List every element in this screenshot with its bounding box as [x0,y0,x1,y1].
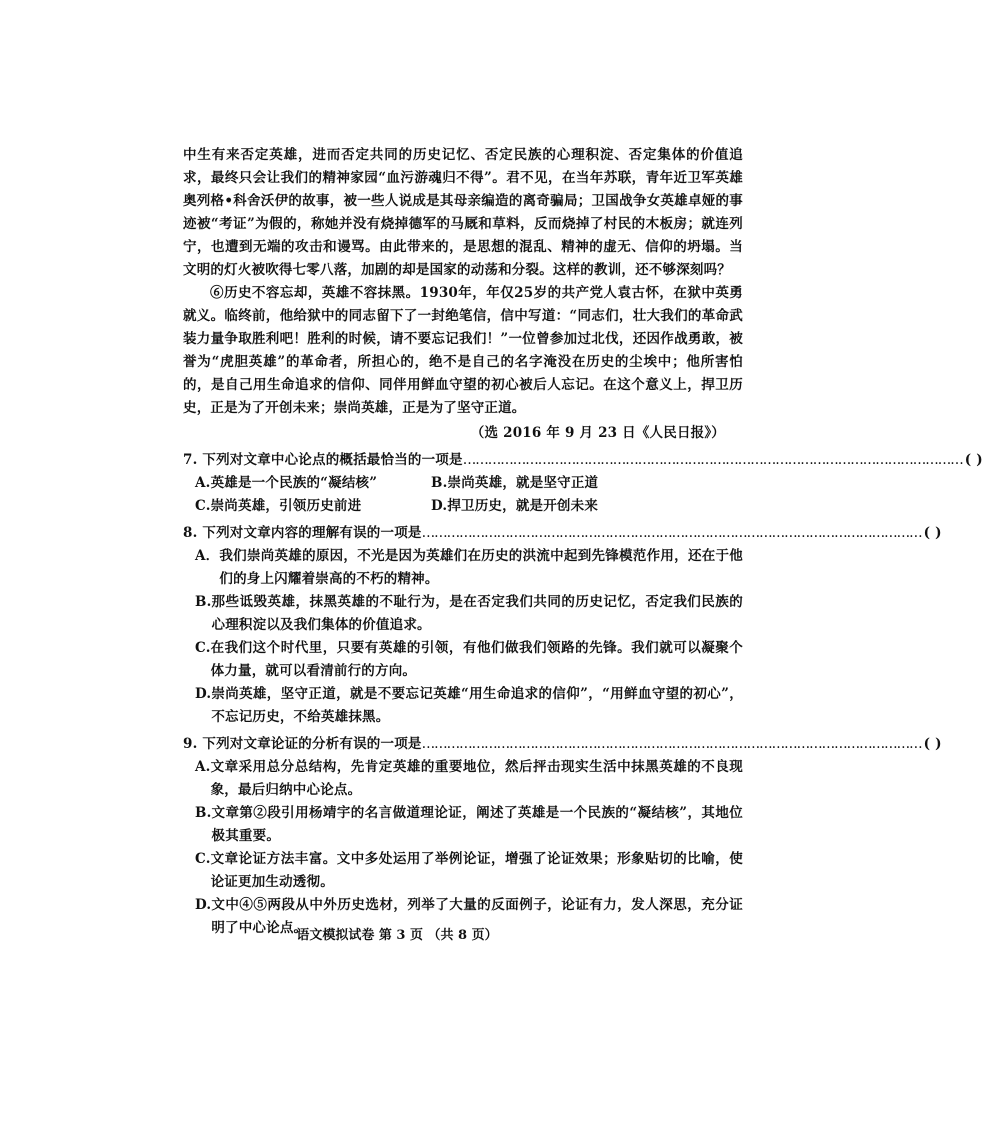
leader-dots: ………………………………………………………………………………………………………… [462,452,963,468]
page-footer: 语文模拟试卷 第 3 页 （共 8 页） [296,928,498,943]
question-8 [183,522,942,729]
option-c: C. 文章论证方法丰富。文中多处运用了举例论证，增强了论证效果；形象贴切的比喻，使论证更加生动透彻。 [195,851,743,890]
question-7-options [195,472,743,518]
option-b: B. 那些诋毁英雄，抹黑英雄的不耻行为，是在否定我们共同的历史记忆，否定我们民族的心理积淀以及我们集体的价值追求。 [195,594,743,633]
answer-blank: ( ) [923,736,942,752]
question-9-text: 9. 下列对文章论证的分析有误的一项是 [183,736,422,752]
leader-dots: ………………………………………………………………………………………………………… [421,736,922,752]
article-paragraph-5-continued: 中生有来否定英雄，进而否定共同的历史记忆、否定民族的心理积淀、否定集体的价值追求，最终只会让我们的精神家园“血污游魂归不得”。君不见，在当年苏联，青年近卫军英雄奥列格•科舍沃伊的故事，被一些人说成是其母亲编造的离奇骗局；卫国战争女英雄卓娅的事迹被“考证”为假的，称她并没有烧掉德军的马厩和草料，反而烧掉了村民的木板房；就连列宁，也遭到无端的攻击和谩骂。由此带来的，是思想的混乱、精神的虚无、信仰的坍塌。当文明的灯火被吹得七零八落，加剧的却是国家的动荡和分裂。这样的教训，还不够深刻吗？ [183,147,743,278]
question-7-stem [183,449,983,472]
option-b: B. 文章第②段引用杨靖宇的名言做道理论证，阐述了英雄是一个民族的“凝结核”，其地位极其重要。 [195,805,743,844]
page-content [183,144,983,940]
option-d: D. 崇尚英雄，坚守正道，就是不要忘记英雄“用生命追求的信仰”，“用鲜血守望的初心”，不忘记历史，不给英雄抹黑。 [195,686,743,725]
option-a: A.英雄是一个民族的“凝结核” [195,475,378,491]
option-d: D. 文中④⑤两段从中外历史选材，列举了大量的反面例子，论证有力，发人深思，充分证明了中心论点。 [195,897,743,936]
option-a: A． 我们崇尚英雄的原因，不光是因为英雄们在历史的洪流中起到先锋模范作用，还在于他们的身上闪耀着崇高的不朽的精神。 [195,548,743,587]
question-9-stem [183,733,942,756]
option-c: C.崇尚英雄，引领历史前进 [195,498,362,514]
question-8-text: 8. 下列对文章内容的理解有误的一项是 [183,525,422,541]
option-d: D.捍卫历史，就是开创未来 [431,498,599,514]
option-b: B.崇尚英雄，就是坚守正道 [431,475,599,491]
article-source: （选 2016 年 9 月 23 日《人民日报》） [470,425,725,441]
question-8-stem [183,522,942,545]
option-c: C. 在我们这个时代里，只要有英雄的引领，有他们做我们领路的先锋。我们就可以凝聚个体力量，就可以看清前行的方向。 [195,640,743,679]
question-7-text: 7. 下列对文章中心论点的概括最恰当的一项是 [183,452,463,468]
answer-blank: ( ) [923,525,942,541]
answer-blank: ( ) [964,452,983,468]
leader-dots: ………………………………………………………………………………………………………… [421,525,922,541]
question-7 [183,449,983,518]
article-paragraph-6: ⑥历史不容忘却，英雄不容抹黑。1930年，年仅25岁的共产党人袁古怀，在狱中英勇就义。临终前，他给狱中的同志留下了一封绝笔信，信中写道：“同志们，壮大我们的革命武装力量争取胜利吧！胜利的时候，请不要忘记我们！”一位曾参加过北伐，还因作战勇敢，被誉为“虎胆英雄”的革命者，所担心的，绝不是自己的名字淹没在历史的尘埃中；他所害怕的，是自己用生命追求的信仰、同伴用鲜血守望的初心被后人忘记。在这个意义上，捍卫历史，正是为了开创未来；崇尚英雄，正是为了坚守正道。 [183,285,743,416]
option-a: A. 文章采用总分总结构，先肯定英雄的重要地位，然后抨击现实生活中抹黑英雄的不良现象，最后归纳中心论点。 [195,759,743,798]
question-9 [183,733,942,940]
